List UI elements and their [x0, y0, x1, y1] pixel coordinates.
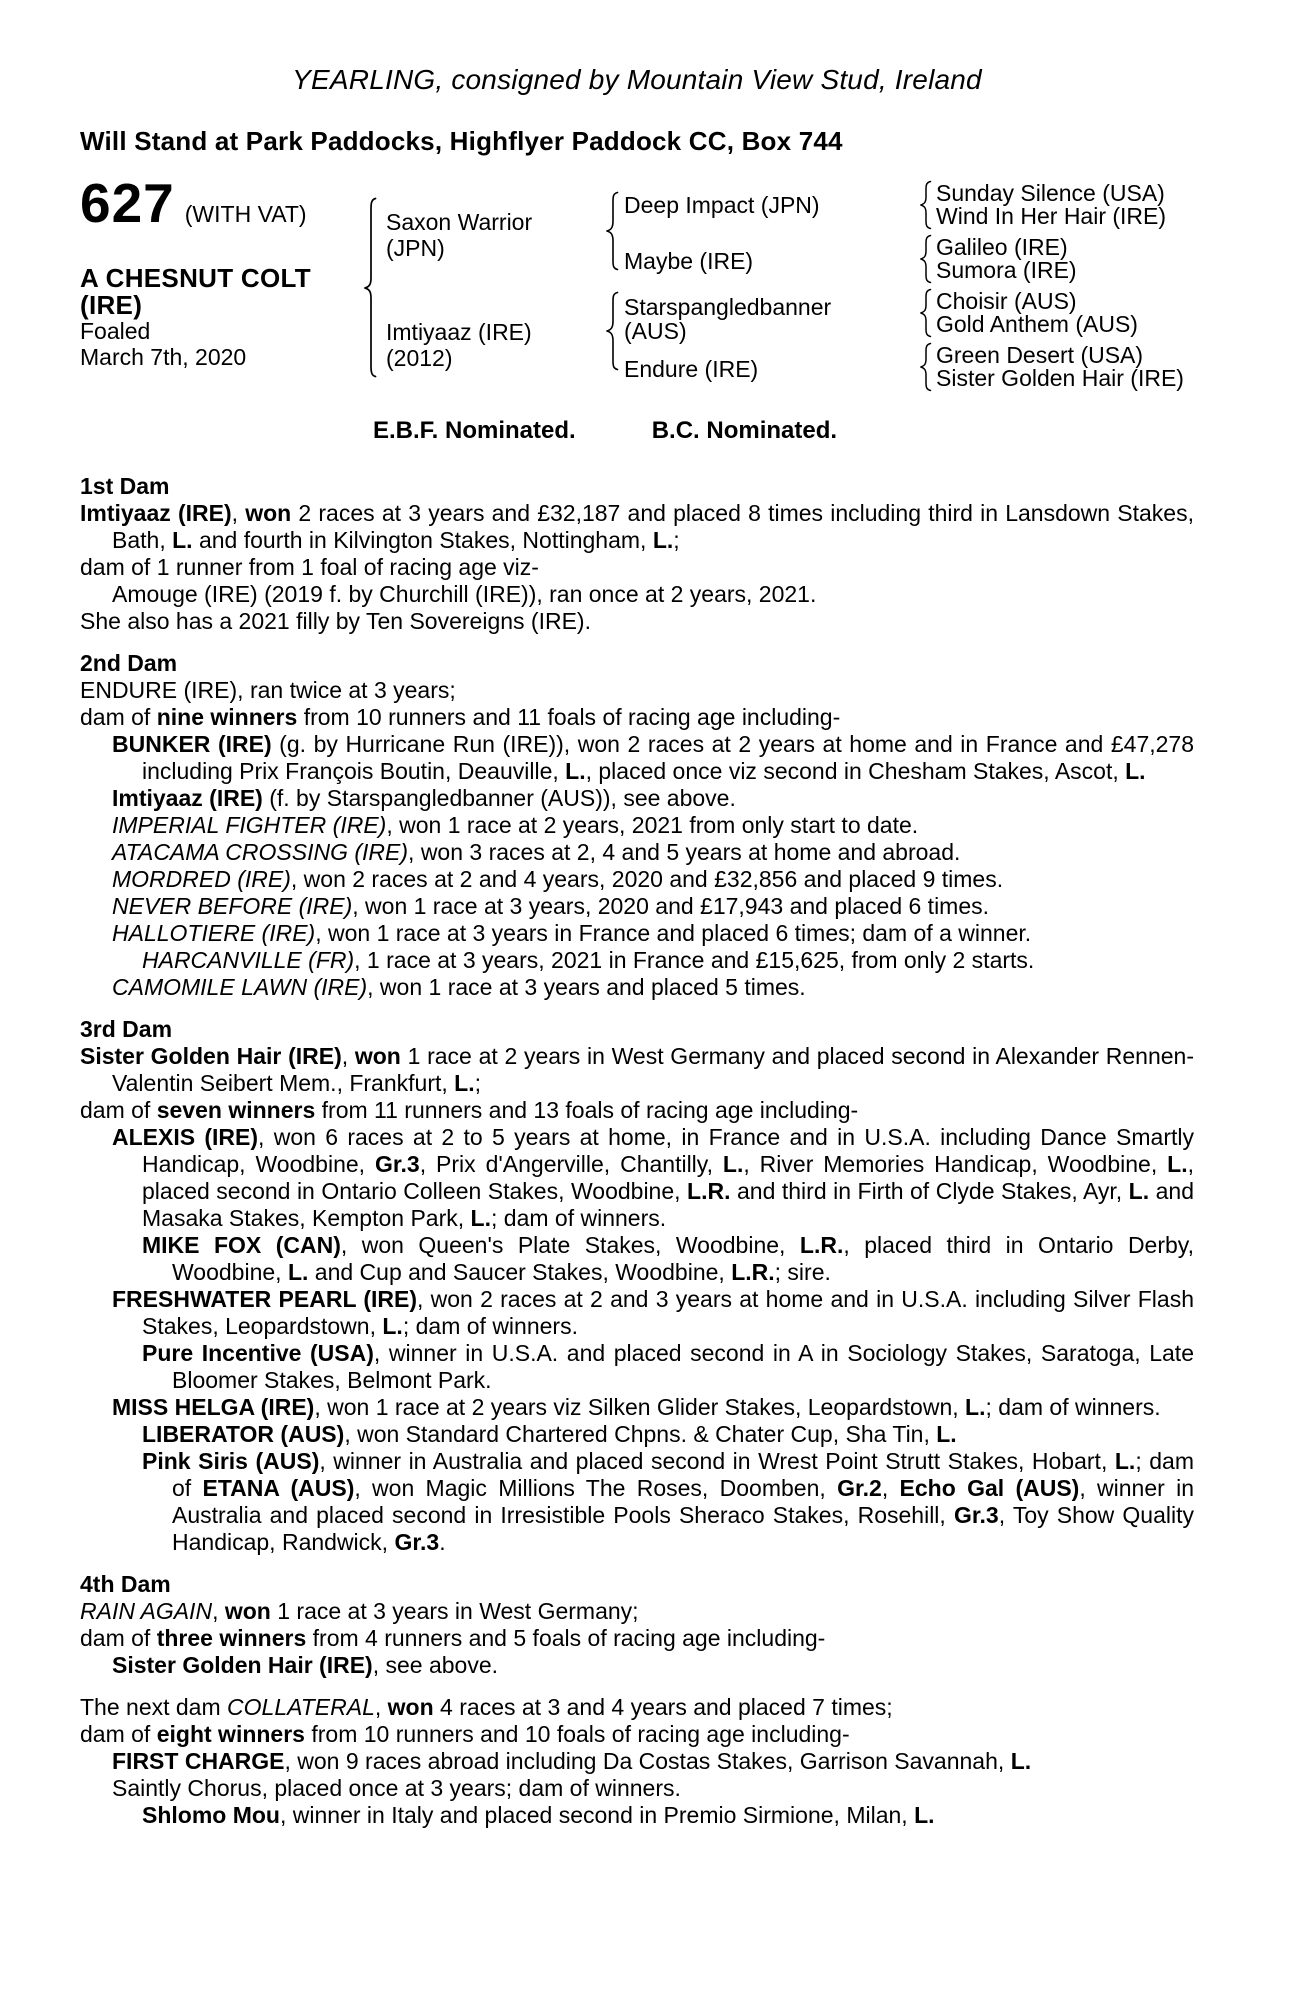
- section-heading: 2nd Dam: [80, 650, 178, 676]
- lot-row: [80, 172, 307, 234]
- horse-name: Pink Siris (AUS): [142, 1448, 320, 1474]
- catalogue-sections: [80, 473, 1194, 1829]
- ggp-4b: Sister Golden Hair (IRE): [936, 365, 1184, 391]
- damsire-line1: Starspangledbanner: [624, 294, 832, 320]
- stand-location-line: Will Stand at Park Paddocks, Highflyer Paddock CC, Box 744: [80, 126, 843, 156]
- catalogue-paragraph: Pink Siris (AUS), winner in Australia and placed second in Wrest Point Strutt Stakes, Hobart, L.; dam of ETANA (AUS), won Magic Millions The Roses, Doomben, Gr.2, Echo Gal (AUS), winner in Australia and placed second in Irresistible Pools Sheraco Stakes, Rosehill, Gr.3, Toy Show Quality Handicap, Randwick, Gr.3.: [142, 1448, 1195, 1555]
- horse-name: won: [387, 1694, 434, 1720]
- foaled-date: March 7th, 2020: [80, 344, 247, 370]
- catalogue-paragraph: MORDRED (IRE), won 2 races at 2 and 4 years, 2020 and £32,856 and placed 9 times.: [112, 866, 1004, 892]
- horse-name: MIKE FOX (CAN): [142, 1232, 341, 1258]
- lot-vat-note: (WITH VAT): [184, 201, 307, 227]
- horse-name: Echo Gal (AUS): [899, 1475, 1080, 1501]
- horse-name: L.R.: [687, 1178, 731, 1204]
- granddam-line1: Maybe (IRE): [624, 248, 754, 274]
- catalogue-paragraph: MISS HELGA (IRE), won 1 race at 2 years viz Silken Glider Stakes, Leopardstown, L.; dam of winners.: [112, 1394, 1161, 1420]
- horse-name: IMPERIAL FIGHTER (IRE): [112, 812, 387, 838]
- catalogue-paragraph: Imtiyaaz (IRE) (f. by Starspangledbanner (AUS)), see above.: [112, 785, 736, 811]
- catalogue-paragraph: dam of three winners from 4 runners and 5 foals of racing age including-: [80, 1625, 826, 1651]
- horse-name: ATACAMA CROSSING (IRE): [112, 839, 409, 865]
- horse-name: BUNKER (IRE): [112, 731, 272, 757]
- catalogue-paragraph: RAIN AGAIN, won 1 race at 3 years in West Germany;: [80, 1598, 639, 1624]
- horse-name: Gr.3: [953, 1502, 999, 1528]
- catalogue-paragraph: ATACAMA CROSSING (IRE), won 3 races at 2, 4 and 5 years at home and abroad.: [112, 839, 961, 865]
- horse-name: FIRST CHARGE: [112, 1748, 285, 1774]
- horse-name: L.: [1010, 1748, 1032, 1774]
- ggp-2a: Galileo (IRE): [936, 234, 1068, 260]
- ggp-4a: Green Desert (USA): [936, 342, 1144, 368]
- horse-name: Gr.3: [374, 1151, 420, 1177]
- horse-name: LIBERATOR (AUS): [142, 1421, 345, 1447]
- horse-name: L.: [382, 1313, 403, 1339]
- sire-suffix: (JPN): [386, 235, 445, 261]
- catalogue-paragraph: Sister Golden Hair (IRE), won 1 race at 2 years in West Germany and placed second in Alexander Rennen-Valentin Seibert Mem., Frankfurt, L.;: [80, 1043, 1194, 1096]
- ebf-nominated-label: E.B.F. Nominated.: [373, 417, 576, 444]
- catalogue-paragraph: NEVER BEFORE (IRE), won 1 race at 3 years, 2020 and £17,943 and placed 6 times.: [112, 893, 990, 919]
- horse-name: ETANA (AUS): [202, 1475, 355, 1501]
- catalogue-paragraph: Pure Incentive (USA), winner in U.S.A. and placed second in A in Sociology Stakes, Saratoga, Late Bloomer Stakes, Belmont Park.: [142, 1340, 1194, 1393]
- dam-suffix: (2012): [386, 345, 453, 371]
- catalogue-paragraph: LIBERATOR (AUS), won Standard Chartered Chpns. & Chater Cup, Sha Tin, L.: [142, 1421, 957, 1447]
- horse-name: MISS HELGA (IRE): [112, 1394, 315, 1420]
- horse-name: CAMOMILE LAWN (IRE): [112, 974, 368, 1000]
- horse-name: three winners: [156, 1625, 307, 1651]
- catalogue-paragraph: FIRST CHARGE, won 9 races abroad including Da Costas Stakes, Garrison Savannah, L.: [112, 1748, 1032, 1774]
- horse-name: Pure Incentive (USA): [142, 1340, 374, 1366]
- page-title: YEARLING, consigned by Mountain View Stud, Ireland: [292, 64, 982, 95]
- horse-name: NEVER BEFORE (IRE): [112, 893, 353, 919]
- horse-name: L.: [722, 1151, 744, 1177]
- horse-name: L.: [652, 527, 674, 553]
- lot-number: 627: [80, 172, 175, 234]
- horse-name: Sister Golden Hair (IRE): [80, 1043, 342, 1069]
- ggp-3a: Choisir (AUS): [936, 288, 1077, 314]
- section-heading: 3rd Dam: [80, 1016, 173, 1042]
- horse-name: seven winners: [156, 1097, 316, 1123]
- horse-name: L.: [287, 1259, 309, 1285]
- horse-name: ALEXIS (IRE): [112, 1124, 259, 1150]
- horse-name: Gr.3: [394, 1529, 440, 1555]
- catalogue-paragraph: CAMOMILE LAWN (IRE), won 1 race at 3 years and placed 5 times.: [112, 974, 806, 1000]
- horse-name: MORDRED (IRE): [112, 866, 291, 892]
- pedigree-brace-pair4-icon: [918, 342, 934, 392]
- catalogue-paragraph: She also has a 2021 filly by Ten Sovereigns (IRE).: [80, 608, 591, 634]
- horse-name: HARCANVILLE (FR): [142, 947, 355, 973]
- horse-name: Gr.2: [837, 1475, 882, 1501]
- catalogue-paragraph: dam of seven winners from 11 runners and 13 foals of racing age including-: [80, 1097, 859, 1123]
- horse-name: RAIN AGAIN: [80, 1598, 213, 1624]
- horse-name: L.R.: [799, 1232, 844, 1258]
- ggp-1a: Sunday Silence (USA): [936, 180, 1165, 206]
- horse-name: won: [245, 500, 292, 526]
- horse-name: L.: [914, 1802, 935, 1828]
- nominations-line: [80, 417, 1194, 445]
- damdam-line1: Endure (IRE): [624, 356, 759, 382]
- pedigree-brace-pair3-icon: [918, 288, 934, 338]
- horse-name: L.: [1114, 1448, 1136, 1474]
- horse-name: won: [224, 1598, 271, 1624]
- page-content: [80, 64, 1194, 1829]
- dam-section: [80, 1016, 1194, 1556]
- pedigree-brace-sire-icon: [604, 191, 622, 271]
- dam-section: [80, 473, 1194, 635]
- horse-name: COLLATERAL: [227, 1694, 375, 1720]
- horse-name: L.: [936, 1421, 957, 1447]
- catalogue-paragraph: Amouge (IRE) (2019 f. by Churchill (IRE)), ran once at 2 years, 2021.: [112, 581, 817, 607]
- horse-name: L.: [965, 1394, 986, 1420]
- horse-name: nine winners: [156, 704, 298, 730]
- colt-name-line2: (IRE): [80, 290, 143, 320]
- horse-name: L.: [470, 1205, 491, 1231]
- horse-name: L.: [172, 527, 193, 553]
- damsire-line2: (AUS): [624, 318, 687, 344]
- ggp-3b: Gold Anthem (AUS): [936, 311, 1138, 337]
- horse-name: Imtiyaaz (IRE): [112, 785, 263, 811]
- catalogue-paragraph: BUNKER (IRE) (g. by Hurricane Run (IRE)), won 2 races at 2 years at home and in France and £47,278 including Prix François Boutin, Deauville, L., placed once viz second in Chesham Stakes, Ascot, L.: [112, 731, 1194, 784]
- catalogue-paragraph: HARCANVILLE (FR), 1 race at 3 years, 2021 in France and £15,625, from only 2 starts.: [142, 947, 1035, 973]
- pedigree-brace-dam-icon: [604, 291, 622, 371]
- catalogue-paragraph: dam of eight winners from 10 runners and 10 foals of racing age including-: [80, 1721, 850, 1747]
- dam-section: [80, 1694, 1194, 1829]
- foaled-label: Foaled: [80, 318, 151, 344]
- dam-section: [80, 650, 1194, 1001]
- catalogue-paragraph: dam of nine winners from 10 runners and 11 foals of racing age including-: [80, 704, 841, 730]
- pedigree-table: [80, 172, 1194, 393]
- catalogue-paragraph: FRESHWATER PEARL (IRE), won 2 races at 2 and 3 years at home and in U.S.A. including Silver Flash Stakes, Leopardstown, L.; dam of winners.: [112, 1286, 1194, 1339]
- catalogue-paragraph: dam of 1 runner from 1 foal of racing age viz-: [80, 554, 539, 580]
- section-heading: 4th Dam: [80, 1571, 171, 1597]
- section-heading: 1st Dam: [80, 473, 170, 499]
- sire-name: Saxon Warrior: [386, 209, 533, 235]
- dam-name: Imtiyaaz (IRE): [386, 319, 532, 345]
- horse-name: FRESHWATER PEARL (IRE): [112, 1286, 417, 1312]
- horse-name: L.R.: [731, 1259, 775, 1285]
- catalogue-paragraph: Shlomo Mou, winner in Italy and placed second in Premio Sirmione, Milan, L.: [142, 1802, 935, 1828]
- ggp-2b: Sumora (IRE): [936, 257, 1077, 283]
- bc-nominated-label: B.C. Nominated.: [651, 417, 838, 444]
- pedigree-brace-pair1-icon: [918, 180, 934, 230]
- horse-name: L.: [1128, 1178, 1150, 1204]
- horse-name: L.: [454, 1070, 475, 1096]
- grandsire-line1: Deep Impact (JPN): [624, 192, 820, 218]
- catalogue-paragraph: Sister Golden Hair (IRE), see above.: [112, 1652, 499, 1678]
- dam-section: [80, 1571, 1194, 1679]
- pedigree-brace-large-icon: [362, 197, 380, 379]
- horse-name: L.: [1167, 1151, 1188, 1177]
- catalogue-paragraph: Imtiyaaz (IRE), won 2 races at 3 years and £32,187 and placed 8 times including third in Lansdown Stakes, Bath, L. and fourth in Kilvington Stakes, Nottingham, L.;: [80, 500, 1194, 553]
- horse-name: HALLOTIERE (IRE): [112, 920, 316, 946]
- horse-name: won: [354, 1043, 401, 1069]
- horse-name: eight winners: [156, 1721, 305, 1747]
- colt-name-line1: A CHESNUT COLT: [80, 263, 311, 293]
- catalogue-paragraph: The next dam COLLATERAL, won 4 races at 3 and 4 years and placed 7 times;: [80, 1694, 893, 1720]
- catalogue-paragraph: IMPERIAL FIGHTER (IRE), won 1 race at 2 years, 2021 from only start to date.: [112, 812, 919, 838]
- horse-name: L.: [1125, 758, 1146, 784]
- catalogue-paragraph: ENDURE (IRE), ran twice at 3 years;: [80, 677, 456, 703]
- horse-name: Imtiyaaz (IRE): [80, 500, 232, 526]
- horse-name: Shlomo Mou: [142, 1802, 280, 1828]
- pedigree-brace-pair2-icon: [918, 234, 934, 284]
- catalogue-paragraph: HALLOTIERE (IRE), won 1 race at 3 years in France and placed 6 times; dam of a winner.: [112, 920, 1032, 946]
- horse-name: L.: [565, 758, 586, 784]
- horse-name: Sister Golden Hair (IRE): [112, 1652, 373, 1678]
- ggp-1b: Wind In Her Hair (IRE): [936, 203, 1167, 229]
- catalogue-paragraph: ALEXIS (IRE), won 6 races at 2 to 5 years at home, in France and in U.S.A. including Dance Smartly Handicap, Woodbine, Gr.3, Prix d'Angerville, Chantilly, L., River Memories Handicap, Woodbine, L., placed second in Ontario Colleen Stakes, Woodbine, L.R. and third in Firth of Clyde Stakes, Ayr, L. and Masaka Stakes, Kempton Park, L.; dam of winners.: [112, 1124, 1194, 1231]
- catalogue-paragraph: MIKE FOX (CAN), won Queen's Plate Stakes, Woodbine, L.R., placed third in Ontario Derby, Woodbine, L. and Cup and Saucer Stakes, Woodbine, L.R.; sire.: [142, 1232, 1194, 1285]
- catalogue-paragraph: Saintly Chorus, placed once at 3 years; dam of winners.: [112, 1775, 681, 1801]
